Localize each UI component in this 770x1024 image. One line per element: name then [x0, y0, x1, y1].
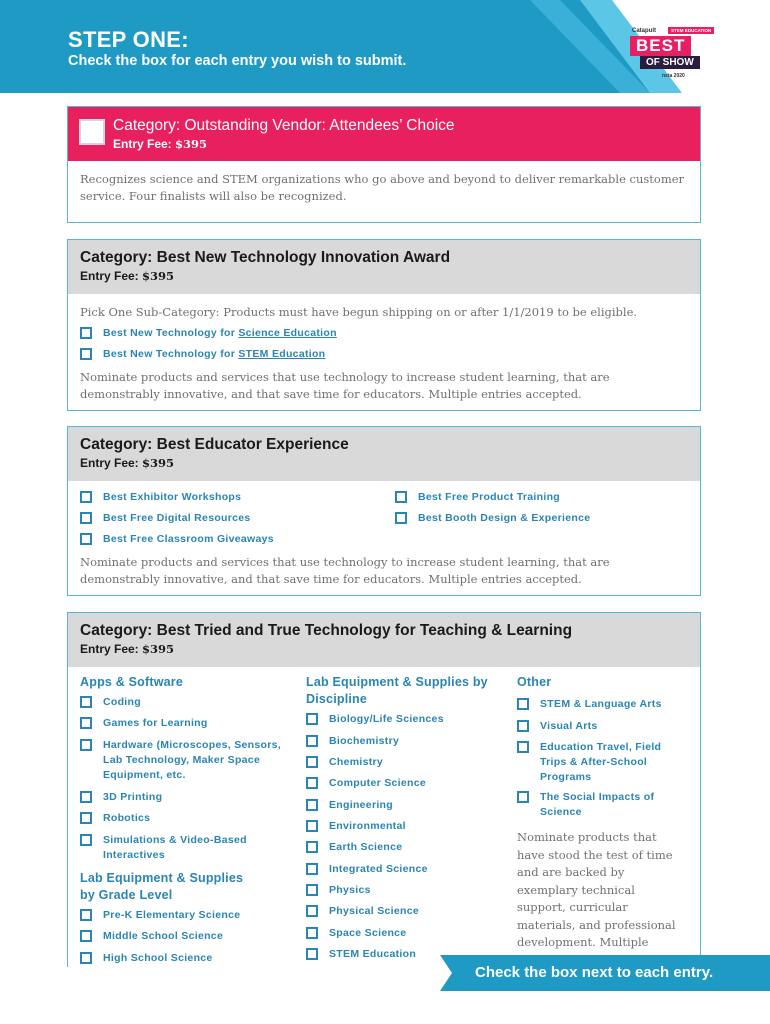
checkbox[interactable] [80, 533, 92, 545]
logo-event: nsta 2020 [662, 73, 685, 79]
option-hardware[interactable] [80, 738, 292, 783]
checkbox[interactable] [306, 799, 318, 811]
category-tried-and-true [67, 612, 701, 967]
checkbox[interactable] [80, 834, 92, 846]
option-label: Computer Science [329, 777, 426, 789]
category-description: Nominate products and services that use technology to increase student learning, that are demonstrably innovative, and that save time for educators. Multiple entries accepted. [80, 555, 610, 586]
checkbox[interactable] [80, 952, 92, 964]
option-booth-design[interactable] [395, 511, 590, 526]
category-description: Recognizes science and STEM organizations who go above and beyond to deliver remarkable customer service. Four finalists will also be recognized. [80, 172, 685, 203]
option-label: Chemistry [329, 756, 384, 768]
option-label: Physical Science [329, 905, 420, 917]
option-pre-k[interactable] [80, 908, 290, 923]
option-label: Earth Science [329, 841, 403, 853]
category-header [68, 613, 700, 667]
option-visual-arts[interactable] [517, 719, 687, 734]
option-label: STEM Education [329, 948, 417, 960]
checkbox[interactable] [306, 905, 318, 917]
option-robotics[interactable] [80, 811, 290, 826]
checkbox[interactable] [517, 741, 529, 753]
option-label: 3D Printing [103, 791, 163, 803]
page-title: STEP ONE: [68, 27, 189, 52]
option-computer-science[interactable] [306, 776, 506, 791]
option-physics[interactable] [306, 883, 506, 898]
option-classroom-giveaways[interactable] [80, 532, 274, 547]
checkbox[interactable] [80, 930, 92, 942]
entry-fee-amount: $395 [175, 137, 208, 151]
checkbox[interactable] [306, 948, 318, 960]
category-header [68, 240, 700, 294]
option-language-arts[interactable] [517, 697, 687, 712]
entry-fee [80, 456, 688, 470]
checkbox[interactable] [395, 491, 407, 503]
checkbox[interactable] [80, 812, 92, 824]
option-exhibitor-workshops[interactable] [80, 490, 241, 505]
option-biology[interactable] [306, 712, 506, 727]
option-product-training[interactable] [395, 490, 560, 505]
checkbox[interactable] [306, 756, 318, 768]
option-high-school[interactable] [80, 951, 290, 966]
footer-instruction: Check the box next to each entry. [475, 964, 714, 981]
category-header [68, 427, 700, 481]
checkbox[interactable] [80, 348, 92, 360]
option-label: Best Free Classroom Giveaways [103, 533, 274, 545]
option-digital-resources[interactable] [80, 511, 251, 526]
option-label: Engineering [329, 799, 393, 811]
option-integrated-science[interactable] [306, 862, 506, 877]
checkbox[interactable] [306, 841, 318, 853]
option-label: Best Free Product Training [418, 491, 560, 503]
logo-best: BEST [630, 36, 691, 56]
option-label: Best New Technology for [103, 348, 239, 360]
option-coding[interactable] [80, 695, 290, 710]
checkbox[interactable] [517, 698, 529, 710]
entry-fee-amount: $395 [142, 269, 175, 283]
option-label: Integrated Science [329, 863, 428, 875]
checkbox[interactable] [306, 820, 318, 832]
category-title: Category: Best New Technology Innovation Award [80, 249, 451, 266]
option-label: Coding [103, 696, 141, 708]
column-heading-other: Other [517, 675, 552, 689]
option-link[interactable]: Science Education [238, 327, 337, 339]
best-of-show-logo [612, 22, 722, 84]
subcategory-intro: Pick One Sub-Category: Products must have begun shipping on or after 1/1/2019 to be eligible. [80, 305, 638, 319]
option-biochemistry[interactable] [306, 734, 506, 749]
column-heading-grade-level: Lab Equipment & Supplies by Grade Level [80, 871, 244, 902]
checkbox[interactable] [80, 491, 92, 503]
option-label: STEM & Language Arts [540, 698, 662, 710]
checkbox[interactable] [517, 720, 529, 732]
checkbox[interactable] [306, 735, 318, 747]
option-label: The Social Impacts of Science [540, 791, 655, 818]
option-environmental[interactable] [306, 819, 506, 834]
option-label: Visual Arts [540, 720, 598, 732]
category-header [68, 107, 700, 161]
checkbox[interactable] [306, 884, 318, 896]
checkbox[interactable] [80, 739, 92, 751]
category-description: Nominate products that have stood the test of time and are backed by exemplary technical support, curricular materials, and professional development. Multiple [517, 830, 676, 949]
option-space-science[interactable] [306, 926, 506, 941]
category-title: Category: Best Educator Experience [80, 436, 349, 453]
option-label: Best Exhibitor Workshops [103, 491, 242, 503]
option-science-education[interactable] [80, 326, 337, 341]
entry-fee-label: Entry Fee: [80, 269, 139, 283]
option-label: High School Science [103, 952, 213, 964]
option-stem-education[interactable] [80, 347, 325, 362]
entry-fee-label: Entry Fee: [80, 456, 139, 470]
option-label: Biochemistry [329, 735, 400, 747]
logo-badge: STEM EDUCATION [668, 27, 714, 34]
entry-fee [80, 269, 688, 283]
option-label: Environmental [329, 820, 406, 832]
column-heading-apps: Apps & Software [80, 675, 184, 689]
category-checkbox[interactable] [79, 119, 105, 145]
checkbox[interactable] [306, 863, 318, 875]
checkbox[interactable] [80, 717, 92, 729]
category-description: Nominate products and services that use technology to increase student learning, that are demonstrably innovative, and that save time for educators. Multiple entries accepted. [80, 370, 610, 401]
entry-fee-amount: $395 [142, 642, 175, 656]
option-label: Education Travel, Field Trips & After-School Programs [540, 741, 662, 783]
option-label: Best Booth Design & Experience [418, 512, 591, 524]
option-label: Hardware (Microscopes, Sensors, Lab Technology, Maker Space Equipment, etc. [103, 739, 281, 781]
category-title: Category: Outstanding Vendor: Attendees’ Choice [113, 117, 455, 134]
entry-fee-amount: $395 [142, 456, 175, 470]
option-label: Simulations & Video-Based Interactives [103, 834, 247, 861]
option-chemistry[interactable] [306, 755, 506, 770]
entry-fee-label: Entry Fee: [113, 137, 172, 151]
option-label: Games for Learning [103, 717, 208, 729]
option-link[interactable]: STEM Education [238, 348, 326, 360]
category-educator-experience [67, 426, 701, 596]
option-label: Best Free Digital Resources [103, 512, 251, 524]
logo-of-show: OF SHOW [640, 56, 700, 69]
column-heading-discipline: Lab Equipment & Supplies by Discipline [306, 675, 488, 706]
checkbox[interactable] [306, 713, 318, 725]
option-education-travel[interactable] [517, 740, 687, 785]
option-label: Space Science [329, 927, 407, 939]
option-label: Pre-K Elementary Science [103, 909, 241, 921]
entry-fee-label: Entry Fee: [80, 642, 139, 656]
category-new-technology [67, 239, 701, 411]
option-physical-science[interactable] [306, 904, 506, 919]
category-outstanding-vendor [67, 106, 701, 223]
checkbox[interactable] [80, 696, 92, 708]
checkbox[interactable] [80, 909, 92, 921]
option-simulations[interactable] [80, 833, 280, 863]
checkbox[interactable] [80, 327, 92, 339]
page-subtitle: Check the box for each entry you wish to submit. [68, 53, 407, 69]
option-label: Best New Technology for [103, 327, 239, 339]
option-middle-school[interactable] [80, 929, 290, 944]
option-engineering[interactable] [306, 798, 506, 813]
logo-brand: Catapult [632, 28, 656, 34]
option-social-impacts[interactable] [517, 790, 667, 820]
option-label: Robotics [103, 812, 151, 824]
option-label: Biology/Life Sciences [329, 713, 444, 725]
checkbox[interactable] [395, 512, 407, 524]
option-games[interactable] [80, 716, 290, 731]
checkbox[interactable] [306, 777, 318, 789]
checkbox[interactable] [80, 512, 92, 524]
option-3d-printing[interactable] [80, 790, 290, 805]
option-label: Physics [329, 884, 371, 896]
entry-fee [80, 642, 688, 656]
option-label: Middle School Science [103, 930, 224, 942]
checkbox[interactable] [517, 791, 529, 803]
category-title: Category: Best Tried and True Technology for Teaching & Learning [80, 622, 573, 639]
checkbox[interactable] [306, 927, 318, 939]
option-earth-science[interactable] [306, 840, 506, 855]
checkbox[interactable] [80, 791, 92, 803]
entry-fee [113, 137, 700, 151]
